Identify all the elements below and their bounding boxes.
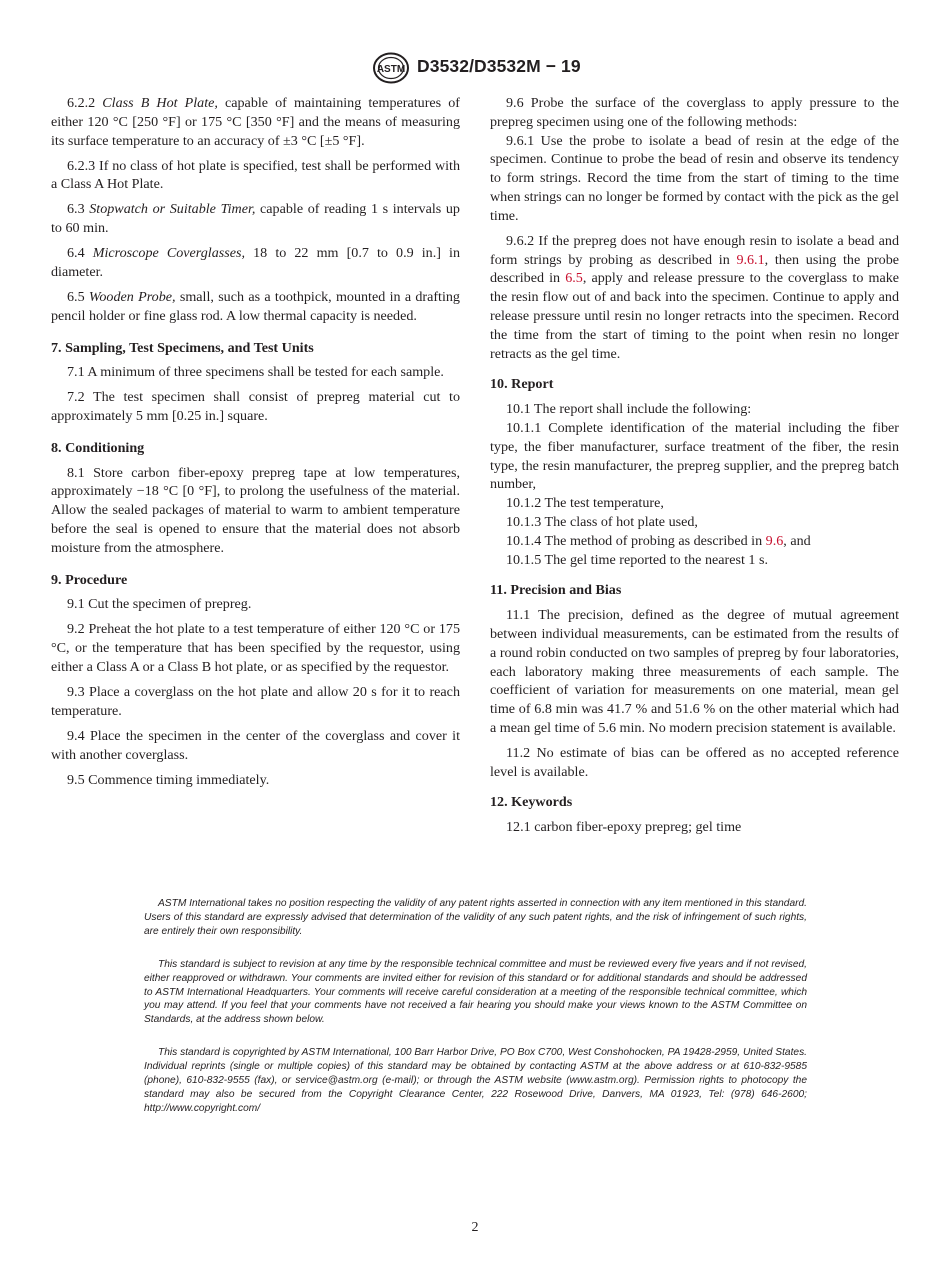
paragraph-10-1-1: 10.1.1 Complete identification of the material including the fiber type, the fiber manufacturer, surface treatment of the fiber, the resin type, the resin manufacturer, the prepreg supplier, and the prepreg batch number,	[490, 419, 899, 493]
paragraph-9-3: 9.3 Place a coverglass on the hot plate and allow 20 s for it to reach temperature.	[51, 684, 460, 719]
section-11-heading: 11. Precision and Bias	[490, 582, 622, 599]
section-9-heading: 9. Procedure	[51, 571, 128, 588]
page-header	[0, 50, 950, 86]
paragraph-9-6: 9.6 Probe the surface of the coverglass to apply pressure to the prepreg specimen using one of the following methods:	[490, 95, 899, 130]
paragraph-9-5: 9.5 Commence timing immediately.	[67, 771, 270, 788]
paragraph-9-4: 9.4 Place the specimen in the center of the coverglass and cover it with another coverglass.	[51, 727, 460, 763]
paragraph-8-1: 8.1 Store carbon fiber-epoxy prepreg tape at low temperatures, approximately −18 °C [0 °F], to prolong the usefulness of the material. Allow the sealed packages of material to warm to ambient temperature before the seal is opened to ensure that the material does not absorb moisture from the atmosphere.	[51, 464, 460, 556]
section-10-heading: 10. Report	[490, 376, 554, 393]
astm-logo-icon	[372, 52, 410, 84]
paragraph-11-1: 11.1 The precision, defined as the degree of mutual agreement between individual measurements, can be estimated from the results of a round robin conducted on two samples of prepreg by four laboratories, each laboratory making three measurements of each sample. The coefficient of variation for measurements on one material, mean gel time of 6.8 min was 41.7 % and 51.6 % on the other material which had a mean gel time of 5.6 min. No modern precision statement is available.	[490, 607, 899, 736]
page-number: 2	[471, 1220, 479, 1235]
paragraph-9-2: 9.2 Preheat the hot plate to a test temperature of either 120 °C or 175 °C, or the temperature that has been specified by the requestor, using either a Class A or a Class B hot plate, or as specified by the requestor.	[51, 621, 460, 676]
paragraph-12-1: 12.1 carbon fiber-epoxy prepreg; gel time	[506, 819, 742, 836]
paragraph-6-2-2: 6.2.2 Class B Hot Plate, capable of maintaining temperatures of either 120 °C [250 °F] or 175 °C [350 °F] and the means of measuring its surface temperature to an accuracy of ±3 °C [±5 °F].	[51, 95, 460, 149]
paragraph-10-1-3: 10.1.3 The class of hot plate used,	[506, 513, 698, 530]
paragraph-9-6-2: 9.6.2 If the prepreg does not have enough resin to isolate a bead and form strings by probing as described in 9.6.1, then using the probe described in 6.5, apply and release pressure to the coverglass to make the resin flow out of and back into the specimen. Continue to apply and release pressure until resin no longer retracts into the specimen. Record the time from the start of timing to the point when resin no longer retracts as the gel time.	[490, 232, 900, 362]
section-12-heading: 12. Keywords	[490, 794, 573, 811]
paragraph-9-1: 9.1 Cut the specimen of prepreg.	[67, 596, 252, 613]
paragraph-6-3: 6.3 Stopwatch or Suitable Timer, capable of reading 1 s intervals up to 60 min.	[51, 201, 460, 237]
paragraph-7-1: 7.1 A minimum of three specimens shall be tested for each sample.	[67, 364, 444, 381]
patent-notice: ASTM International takes no position respecting the validity of any patent rights asserted in connection with any item mentioned in this standard. Users of this standard are expressly advised that determination of the validity of any such patent rights, and the risk of infringement of such rights, are entirely their own responsibility.	[144, 898, 807, 937]
paragraph-6-4: 6.4 Microscope Coverglasses, 18 to 22 mm [0.7 to 0.9 in.] in diameter.	[51, 245, 461, 280]
section-8-heading: 8. Conditioning	[51, 439, 145, 456]
xref-9-6-1-link[interactable]: 9.6.1	[736, 251, 765, 268]
paragraph-6-5: 6.5 Wooden Probe, small, such as a toothpick, mounted in a drafting pencil holder or fine glass rod. A low thermal capacity is needed.	[51, 288, 460, 324]
legal-footer	[144, 897, 807, 1135]
paragraph-6-2-3: 6.2.3 If no class of hot plate is specified, test shall be performed with a Class A Hot Plate.	[51, 157, 460, 193]
paragraph-7-2: 7.2 The test specimen shall consist of prepreg material cut to approximately 5 mm [0.25 in.] square.	[51, 389, 460, 425]
paragraph-10-1-2: 10.1.2 The test temperature,	[506, 495, 664, 512]
xref-9-6-link[interactable]: 9.6	[765, 532, 784, 549]
paragraph-9-6-1: 9.6.1 Use the probe to isolate a bead of resin at the edge of the specimen. Continue to probe the bead of resin and observe its tendency to form strings. Record the time from the start of timing to the time when strings can no longer be formed by contact with the pick as the gel time.	[490, 132, 899, 224]
paragraph-11-2: 11.2 No estimate of bias can be offered as no accepted reference level is available.	[490, 744, 899, 780]
copyright-notice: This standard is copyrighted by ASTM International, 100 Barr Harbor Drive, PO Box C700, West Conshohocken, PA 19428-2959, United States. Individual reprints (single or multiple copies) of this standard may be obtained by contacting ASTM at the above address or at 610-832-9585 (phone), 610-832-9555 (fax), or service@astm.org (e-mail); or through the ASTM website (www.astm.org). Permission rights to photocopy the standard may also be secured from the Copyright Clearance Center, 222 Rosewood Drive, Danvers, MA 01923, Tel: (978) 646-2600; http://www.copyright.com/	[144, 1047, 807, 1114]
document-designation: D3532/D3532M − 19	[417, 56, 581, 76]
right-column	[490, 94, 899, 843]
section-7-heading: 7. Sampling, Test Specimens, and Test Units	[51, 339, 314, 356]
svg-text:ASTM: ASTM	[376, 64, 406, 75]
paragraph-10-1-5: 10.1.5 The gel time reported to the nearest 1 s.	[506, 551, 768, 568]
revision-notice: This standard is subject to revision at any time by the responsible technical committee and must be reviewed every five years and if not revised, either reapproved or withdrawn. Your comments are invited either for revision of this standard or for additional standards and should be addressed to ASTM International Headquarters. Your comments will receive careful consideration at a meeting of the responsible technical committee, which you may attend. If you feel that your comments have not received a fair hearing you should make your views known to the ASTM Committee on Standards, at the address shown below.	[144, 958, 807, 1026]
paragraph-10-1-4: 10.1.4 The method of probing as described in 9.6, and	[506, 532, 811, 549]
paragraph-10-1: 10.1 The report shall include the following:	[506, 401, 752, 418]
left-column	[51, 94, 460, 796]
xref-6-5-link[interactable]: 6.5	[565, 270, 583, 287]
